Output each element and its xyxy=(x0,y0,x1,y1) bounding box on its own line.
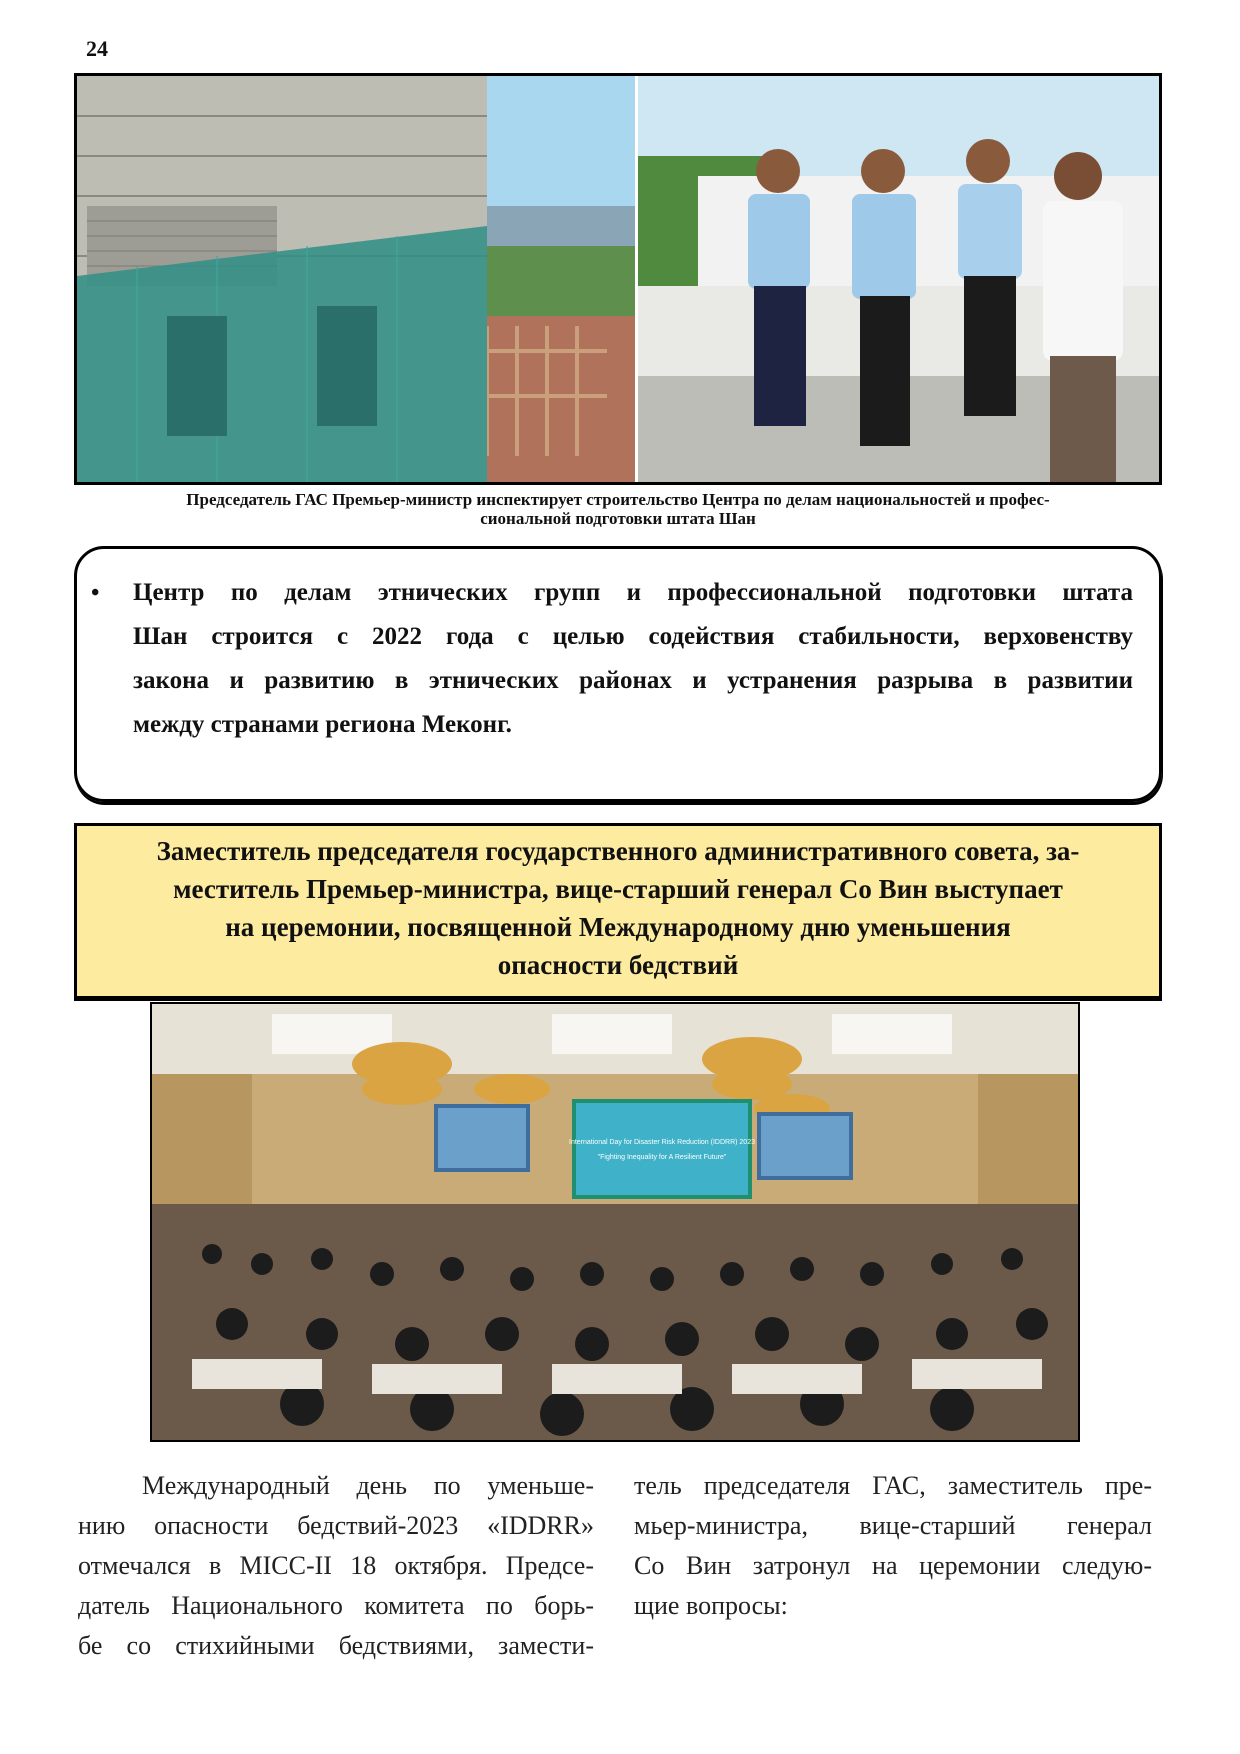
bullet-icon: • xyxy=(91,580,100,606)
construction-illustration xyxy=(77,76,635,482)
body-column-right xyxy=(634,1466,1152,1626)
headline-line: опасности бедствий xyxy=(497,950,739,980)
screen-slogan: "Fighting Inequality for A Resilient Future" xyxy=(597,1154,727,1161)
summary-text xyxy=(91,571,1133,747)
summary-line: закона и развитию в этнических районах и устранения разрыва в развитии xyxy=(133,667,1133,694)
body-line: бе со стихийными бедствиями, замести- xyxy=(78,1631,594,1660)
body-line: тель председателя ГАС, заместитель пре- xyxy=(634,1471,1152,1500)
summary-line: Центр по делам этнических групп и профессиональной подготовки штата xyxy=(133,579,1133,606)
summary-line: между странами региона Меконг. xyxy=(133,711,512,738)
headline-text xyxy=(87,832,1149,984)
body-line: щие вопросы: xyxy=(634,1591,788,1620)
conference-photo xyxy=(150,1002,1080,1442)
caption-line: сиональной подготовки штата Шан xyxy=(480,509,756,528)
headline-line: Заместитель председателя государственного административного совета, за- xyxy=(156,836,1080,866)
body-line: датель Национального комитета по борь- xyxy=(78,1591,594,1620)
conference-illustration xyxy=(152,1004,1078,1440)
top-photo-pair xyxy=(74,73,1162,485)
body-line: нию опасности бедствий-2023 «IDDRR» xyxy=(78,1511,594,1540)
body-line: Международный день по уменьше- xyxy=(142,1471,594,1500)
headline-banner xyxy=(74,823,1162,999)
officials-photo xyxy=(638,76,1159,482)
headline-line: на церемонии, посвященной Международному дню уменьшения xyxy=(225,912,1011,942)
summary-line: Шан строится с 2022 года с целью содействия стабильности, верховенству xyxy=(133,623,1133,650)
body-column-left xyxy=(78,1466,594,1666)
caption-line: Председатель ГАС Премьер-министр инспектирует строительство Центра по делам национальностей и профес- xyxy=(186,490,1050,509)
body-line: Со Вин затронул на церемонии следую- xyxy=(634,1551,1152,1580)
photo-caption xyxy=(74,490,1162,528)
body-line: отмечался в MICC-II 18 октября. Предсе- xyxy=(78,1551,594,1580)
construction-photo xyxy=(77,76,638,482)
screen-subtitle: International Day for Disaster Risk Reduction (IDDRR) 2023 xyxy=(569,1139,755,1146)
summary-box xyxy=(74,546,1162,802)
headline-line: меститель Премьер-министра, вице-старший генерал Со Вин выступает xyxy=(173,874,1063,904)
officials-illustration xyxy=(638,76,1159,482)
page-number: 24 xyxy=(86,36,108,61)
body-line: мьер-министра, вице-старший генерал xyxy=(634,1511,1152,1540)
